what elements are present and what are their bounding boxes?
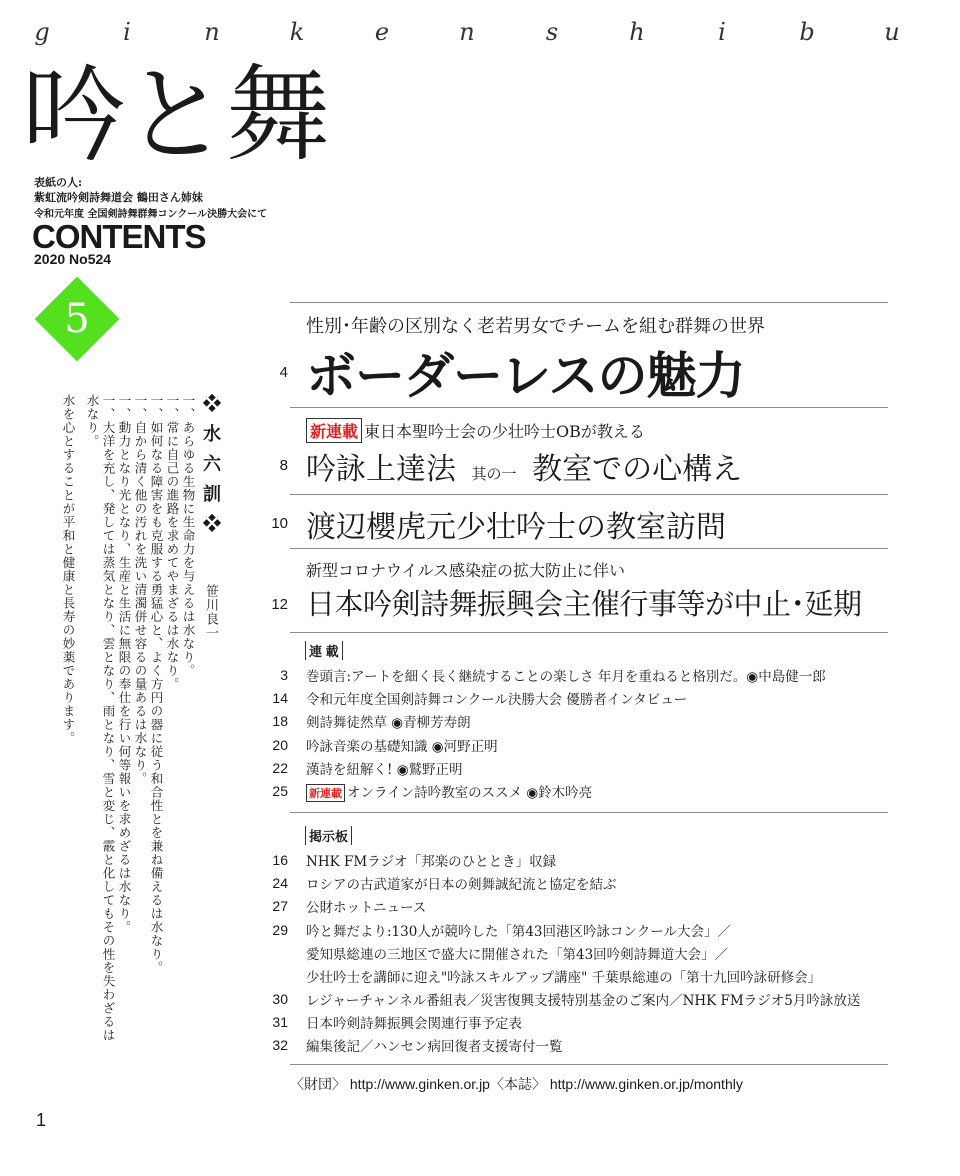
toc-page: 25 xyxy=(272,783,288,799)
toc-page: 18 xyxy=(272,713,288,729)
toc-title: 吟と舞だより:130人が競吟した「第43回港区吟詠コンクール大会」／ xyxy=(306,924,731,940)
feature-title: 渡辺櫻虎元少壮吟士の教室訪問 xyxy=(306,510,726,545)
toc-row[interactable] xyxy=(240,664,880,686)
toc-title: 令和元年度全国剣詩舞コンクール決勝大会 優勝者インタビュー xyxy=(306,692,688,708)
poem-line: 一、自から清く他の汚れを洗い清濁併せ容るの量あるは水なり。 xyxy=(133,394,148,786)
toc-page: 30 xyxy=(272,991,288,1007)
water-six-precepts xyxy=(28,394,221,1044)
toc-row[interactable] xyxy=(240,710,880,732)
divider xyxy=(290,548,888,549)
brand-letter: g xyxy=(34,18,50,46)
toc-row[interactable] xyxy=(240,988,880,1010)
brand-letter: i xyxy=(123,18,131,46)
toc-title: 吟詠音楽の基礎知識 ◉河野正明 xyxy=(306,739,498,755)
toc-page: 22 xyxy=(272,760,288,776)
poem-line: 一、大洋を充し、発しては蒸気となり、雲となり、雨となり、雪と変じ、霰と化してもその性を失わざるは水なり。 xyxy=(85,394,116,1042)
toc-title: 編集後記／ハンセン病回復者支援寄付一覧 xyxy=(306,1039,563,1055)
toc-page: 3 xyxy=(280,667,288,683)
toc-page: 20 xyxy=(272,737,288,753)
feature-title-part: 其の一 xyxy=(471,465,517,483)
poem-closing: 水を心とすることが平和と健康と長寿の妙薬であります。 xyxy=(61,394,76,745)
toc-row[interactable] xyxy=(240,757,880,779)
poem-author: 笹川良一 xyxy=(203,584,218,640)
feature-title: 日本吟剣詩舞振興会主催行事等が中止･延期 xyxy=(306,587,862,621)
issue-number: 2020 No524 xyxy=(34,251,112,267)
toc-page: 29 xyxy=(272,922,288,938)
cover-label: 表紙の人: xyxy=(34,176,83,189)
new-serial-tag: 新連載 xyxy=(306,418,362,443)
month-number: 5 xyxy=(64,296,90,342)
poem-line: 一、動力となり光となり、生産と生活に無限の奉仕を行い何等報いを求めざるは水なり。 xyxy=(117,394,132,934)
contents-heading: CONTENTS xyxy=(32,218,206,255)
toc-row[interactable] xyxy=(240,687,880,709)
feature-subtitle: 東日本聖吟士会の少壮吟士OBが教える xyxy=(364,422,645,441)
feature-title: ボーダーレスの魅力 xyxy=(306,346,745,405)
brand-letter: n xyxy=(204,18,220,46)
feature-subtitle: 新型コロナウイルス感染症の拡大防止に伴い xyxy=(306,561,626,580)
feature-page: 12 xyxy=(271,596,288,613)
brand-letter: k xyxy=(289,18,305,46)
toc-title: NHK FMラジオ「邦楽のひととき」収録 xyxy=(306,854,557,870)
toc-row[interactable] xyxy=(240,895,880,917)
toc-row[interactable] xyxy=(240,919,880,941)
divider xyxy=(290,632,888,633)
serial-heading: 連 載 xyxy=(305,641,343,660)
toc-row[interactable] xyxy=(240,965,880,987)
toc-page: 31 xyxy=(272,1014,288,1030)
brand-letter: e xyxy=(374,18,390,46)
feature-page: 8 xyxy=(279,457,288,474)
brand-letter: u xyxy=(884,18,900,46)
toc-title: 剣詩舞徒然草 ◉青柳芳寿朗 xyxy=(306,715,471,731)
poem-line: 一、常に自己の進路を求めてやまざるは水なり。 xyxy=(165,394,180,691)
toc-title: レジャーチャンネル番組表／災害復興支援特別基金のご案内／NHK FMラジオ5月吟詠放送 xyxy=(306,993,861,1009)
divider xyxy=(290,494,888,495)
toc-row[interactable] xyxy=(240,1011,880,1033)
toc-title: 公財ホットニュース xyxy=(306,900,427,916)
page-number: 1 xyxy=(36,1110,47,1130)
cover-name: 紫虹流吟剣詩舞道会 鶴田さん姉妹 xyxy=(34,191,203,204)
brand-letter: s xyxy=(545,18,559,46)
magazine-title: 吟と舞 xyxy=(22,54,329,176)
brand-letter: n xyxy=(459,18,475,46)
divider xyxy=(290,1064,888,1065)
new-serial-tag: 新連載 xyxy=(306,784,345,802)
poem-line: 一、如何なる障害をも克服する勇猛心と、よく方円の器に従う和合性とを兼ね備えるは水なり。 xyxy=(149,394,164,975)
toc-row[interactable] xyxy=(240,734,880,756)
toc-row[interactable] xyxy=(240,849,880,871)
feature-title-rest: 教室での心構え xyxy=(532,452,743,487)
cover-event: 令和元年度 全国剣詩舞群舞コンクール決勝大会にて xyxy=(34,209,268,220)
brand-romaji xyxy=(32,18,902,52)
toc-title-row xyxy=(306,781,592,802)
toc-row[interactable] xyxy=(240,942,880,964)
toc-title: オンライン詩吟教室のススメ ◉鈴木吟亮 xyxy=(347,784,593,801)
divider xyxy=(290,407,888,408)
toc-page: 16 xyxy=(272,852,288,868)
feature-subtitle: 性別･年齢の区別なく老若男女でチームを組む群舞の世界 xyxy=(306,316,765,337)
toc-title: 少壮吟士を講師に迎え"吟詠スキルアップ講座" 千葉県総連の「第十九回吟詠研修会」 xyxy=(306,970,822,986)
toc-row[interactable] xyxy=(240,780,880,802)
poem-line: 一、あらゆる生物に生命力を与えるは水なり。 xyxy=(181,394,196,678)
toc-page: 14 xyxy=(272,690,288,706)
poem-title: ❖水六訓❖ xyxy=(200,394,221,544)
feature-title-main: 吟詠上達法 xyxy=(306,452,456,487)
toc-title: 漢詩を紐解く! ◉鷲野正明 xyxy=(306,762,463,778)
feature-subtitle-row xyxy=(306,418,645,443)
toc-title: 日本吟剣詩舞振興会関連行事予定表 xyxy=(306,1016,522,1032)
divider xyxy=(290,302,888,303)
brand-letter: i xyxy=(718,18,726,46)
feature-page: 10 xyxy=(271,515,288,532)
website-urls[interactable]: 〈財団〉 http://www.ginken.or.jp〈本誌〉 http://www.ginken.or.jp/monthly xyxy=(290,1076,743,1092)
brand-letter: h xyxy=(629,18,645,46)
toc-row[interactable] xyxy=(240,1034,880,1056)
toc-page: 27 xyxy=(272,898,288,914)
toc-row[interactable] xyxy=(240,872,880,894)
brand-letter: b xyxy=(799,18,815,46)
toc-title: 巻頭言:アートを細く長く継続することの楽しさ 年月を重ねると格別だ。◉中島健一郎 xyxy=(306,669,826,685)
divider xyxy=(290,812,888,813)
toc-title: 愛知県総連の三地区で盛大に開催された「第43回吟剣詩舞道大会」／ xyxy=(306,947,729,963)
feature-title xyxy=(306,444,742,488)
toc-page: 24 xyxy=(272,875,288,891)
toc-title: ロシアの古武道家が日本の剣舞誠紀流と協定を結ぶ xyxy=(306,877,617,893)
toc-page: 32 xyxy=(272,1037,288,1053)
feature-page: 4 xyxy=(279,364,288,381)
board-heading: 掲示板 xyxy=(305,826,352,845)
